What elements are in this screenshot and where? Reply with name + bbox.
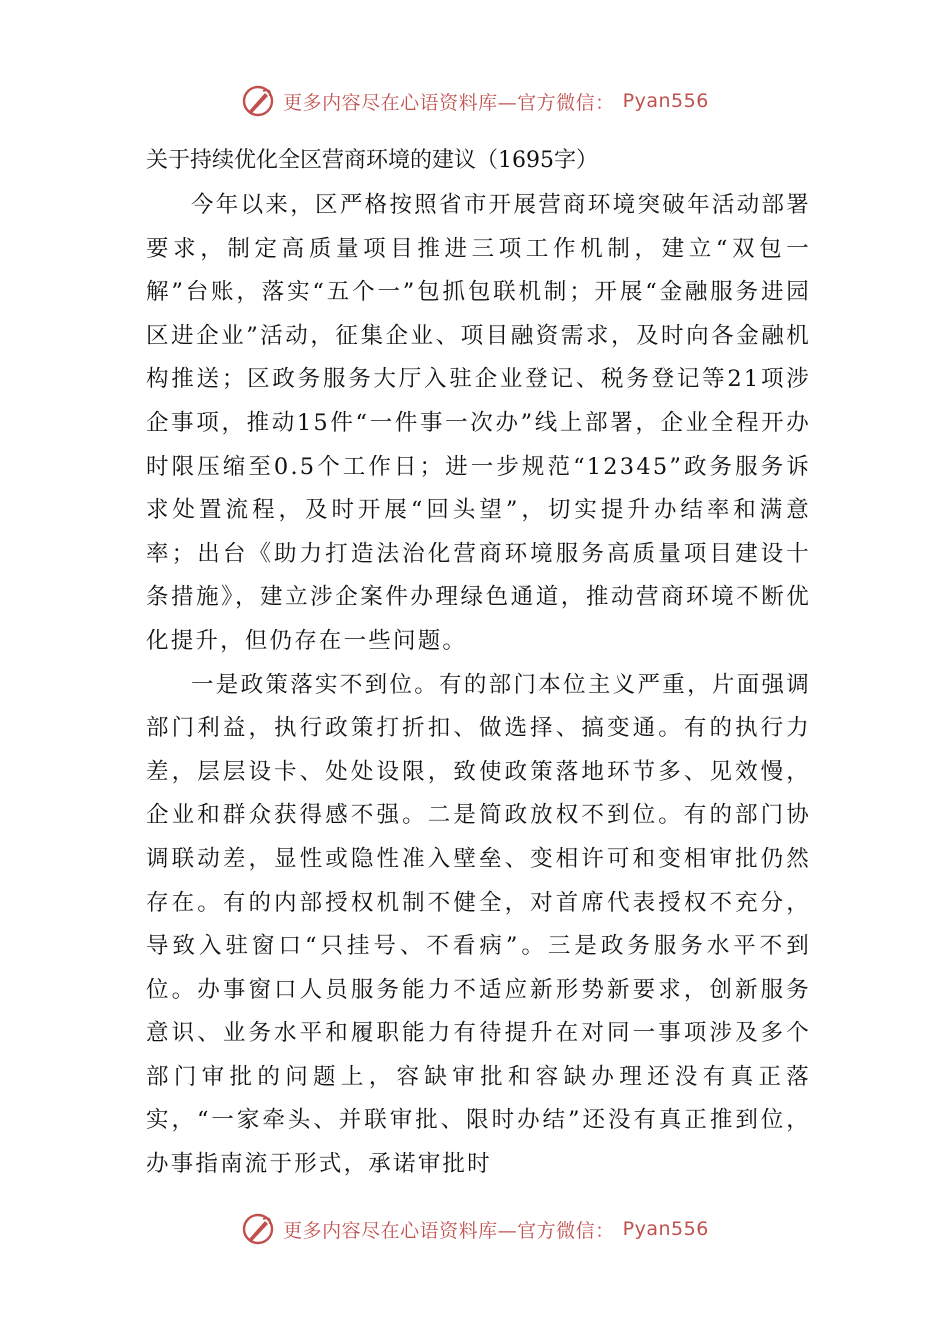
quill-pen-circle-icon (241, 84, 275, 118)
footer-watermark (0, 1212, 950, 1246)
watermark-handle: Pyan556 (622, 90, 709, 112)
document-title: 关于持续优化全区营商环境的建议（1695字） (146, 148, 598, 173)
document-body (146, 140, 811, 1187)
header-watermark (0, 84, 950, 118)
watermark-handle: Pyan556 (622, 1218, 709, 1240)
watermark-text: 更多内容尽在心语资料库—官方微信： (283, 91, 615, 114)
paragraph-problems: 一是政策落实不到位。有的部门本位主义严重，片面强调部门利益，执行政策打折扣、做选择、搞变通。有的执行力差，层层设卡、处处设限，致使政策落地环节多、见效慢，企业和群众获得感不强。二是简政放权不到位。有的部门协调联动差，显性或隐性准入壁垒、变相许可和变相审批仍然存在。有的内部授权机制不健全，对首席代表授权不充分，导致入驻窗口“只挂号、不看病”。三是政务服务水平不到位。办事窗口人员服务能力不适应新形势新要求，创新服务意识、业务水平和履职能力有待提升在对同一事项涉及多个部门审批的问题上，容缺审批和容缺办理还没有真正落实，“一家牵头、并联审批、限时办结”还没有真正推到位，办事指南流于形式，承诺审批时 (146, 671, 811, 1178)
paragraph-intro: 今年以来，区严格按照省市开展营商环境突破年活动部署要求，制定高质量项目推进三项工作机制，建立“双包一解”台账，落实“五个一”包抓包联机制；开展“金融服务进园区进企业”活动，征集企业、项目融资需求，及时向各金融机构推送；区政务服务大厅入驻企业登记、税务登记等21项涉企事项，推动15件“一件事一次办”线上部署，企业全程开办时限压缩至0.5个工作日；进一步规范“12345”政务服务诉求处置流程，及时开展“回头望”，切实提升办结率和满意率；出台《助力打造法治化营商环境服务高质量项目建设十条措施》，建立涉企案件办理绿色通道，推动营商环境不断优化提升，但仍存在一些问题。 (146, 192, 811, 654)
quill-pen-circle-icon (241, 1212, 275, 1246)
watermark-text: 更多内容尽在心语资料库—官方微信： (283, 1219, 615, 1242)
